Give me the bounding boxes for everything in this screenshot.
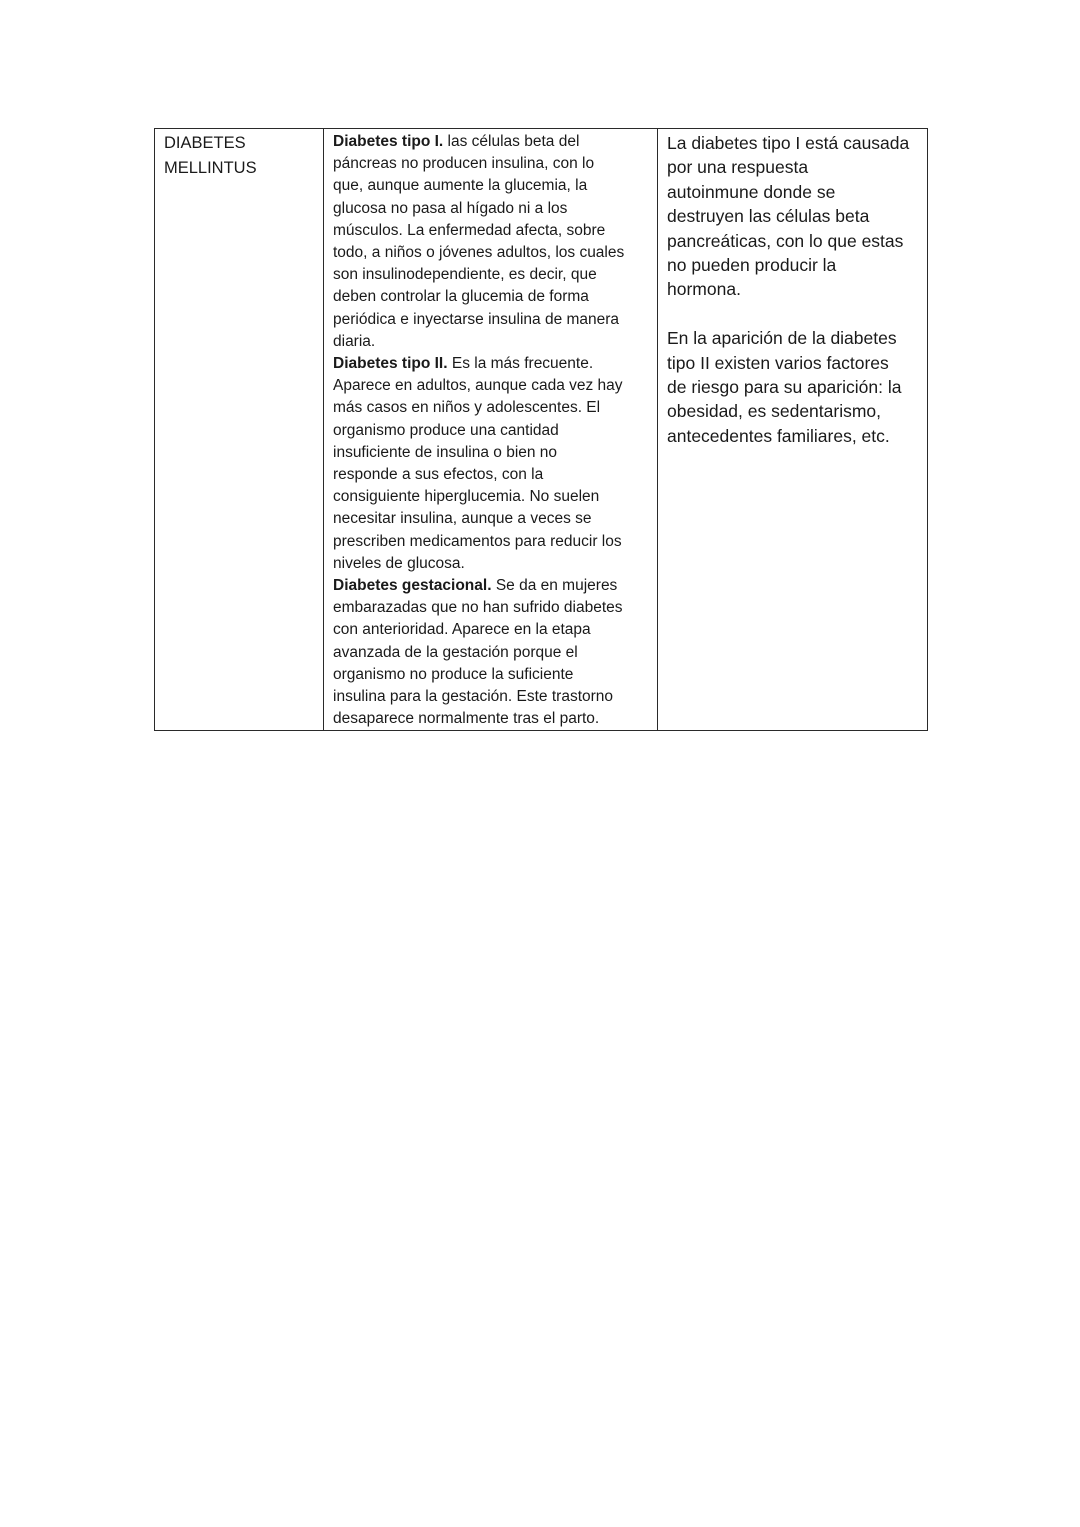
types-cell — [324, 129, 658, 731]
type2-line: necesitar insulina, aunque a veces se — [333, 510, 592, 528]
gestational-line: con anterioridad. Aparece en la etapa — [333, 621, 591, 639]
type1-first-line — [333, 131, 649, 153]
gestational-line: desaparece normalmente tras el parto. — [333, 710, 600, 728]
causes-p1-line: por una respuesta — [667, 157, 809, 178]
causes-p2-line: de riesgo para su aparición: la — [667, 377, 902, 398]
causes-p1-line: autoinmune donde se — [667, 181, 836, 202]
type2-heading: Diabetes tipo II. — [333, 355, 448, 373]
gestational-heading: Diabetes gestacional. — [333, 577, 492, 595]
type1-line: todo, a niños o jóvenes adultos, los cuales — [333, 244, 625, 262]
gestational-line: embarazadas que no han sufrido diabetes — [333, 599, 623, 617]
gestational-line: avanzada de la gestación porque el — [333, 643, 578, 661]
gestational-line: insulina para la gestación. Este trastorno — [333, 688, 614, 706]
causes-p1-line: hormona. — [667, 279, 741, 300]
causes-cell — [658, 129, 928, 731]
type2-first-text: Es la más frecuente. — [447, 355, 594, 373]
type2-line: prescriben medicamentos para reducir los — [333, 532, 622, 550]
type2-line: insuficiente de insulina o bien no — [333, 443, 558, 461]
type1-line: deben controlar la glucemia de forma — [333, 288, 589, 306]
type1-line: periódica e inyectarse insulina de manera — [333, 310, 620, 328]
type2-line: consiguiente hiperglucemia. No suelen — [333, 488, 600, 506]
table-row — [155, 129, 928, 731]
type1-heading: Diabetes tipo I. — [333, 133, 444, 150]
type1-first-text: las células beta del — [443, 133, 580, 150]
type1-line: páncreas no producen insulina, con lo — [333, 155, 595, 173]
causes-p2-line: En la aparición de la diabetes — [667, 328, 897, 349]
condition-name-line: MELLINTUS — [164, 159, 257, 177]
type2-line: responde a sus efectos, con la — [333, 466, 544, 484]
gestational-line: organismo no produce la suficiente — [333, 665, 574, 683]
causes-p1-line: destruyen las células beta — [667, 206, 870, 227]
disease-table — [154, 128, 928, 731]
type2-line: Aparece en adultos, aunque cada vez hay — [333, 377, 623, 395]
type1-line: músculos. La enfermedad afecta, sobre — [333, 221, 606, 239]
causes-p2-line: antecedentes familiares, etc. — [667, 425, 890, 446]
causes-p2-line: obesidad, es sedentarismo, — [667, 401, 882, 422]
condition-cell — [155, 129, 324, 731]
causes-p1-line: La diabetes tipo I está causada — [667, 133, 910, 153]
type1-line: glucosa no pasa al hígado ni a los — [333, 199, 568, 217]
gestational-first-text: Se da en mujeres — [491, 577, 618, 595]
type2-line: más casos en niños y adolescentes. El — [333, 399, 601, 417]
type2-line: organismo produce una cantidad — [333, 421, 559, 439]
type2-line: niveles de glucosa. — [333, 554, 465, 572]
causes-p2-line: tipo II existen varios factores — [667, 352, 889, 373]
type1-line: que, aunque aumente la glucemia, la — [333, 177, 588, 195]
type1-line: son insulinodependiente, es decir, que — [333, 266, 597, 284]
gestational-first-line — [333, 575, 649, 597]
causes-p1-line: pancreáticas, con lo que estas — [667, 230, 904, 251]
paragraph-gap — [667, 302, 919, 326]
type1-line: diaria. — [333, 332, 376, 350]
condition-name-line: DIABETES — [164, 134, 246, 152]
causes-p1-line: no pueden producir la — [667, 255, 837, 276]
type2-first-line — [333, 353, 649, 375]
